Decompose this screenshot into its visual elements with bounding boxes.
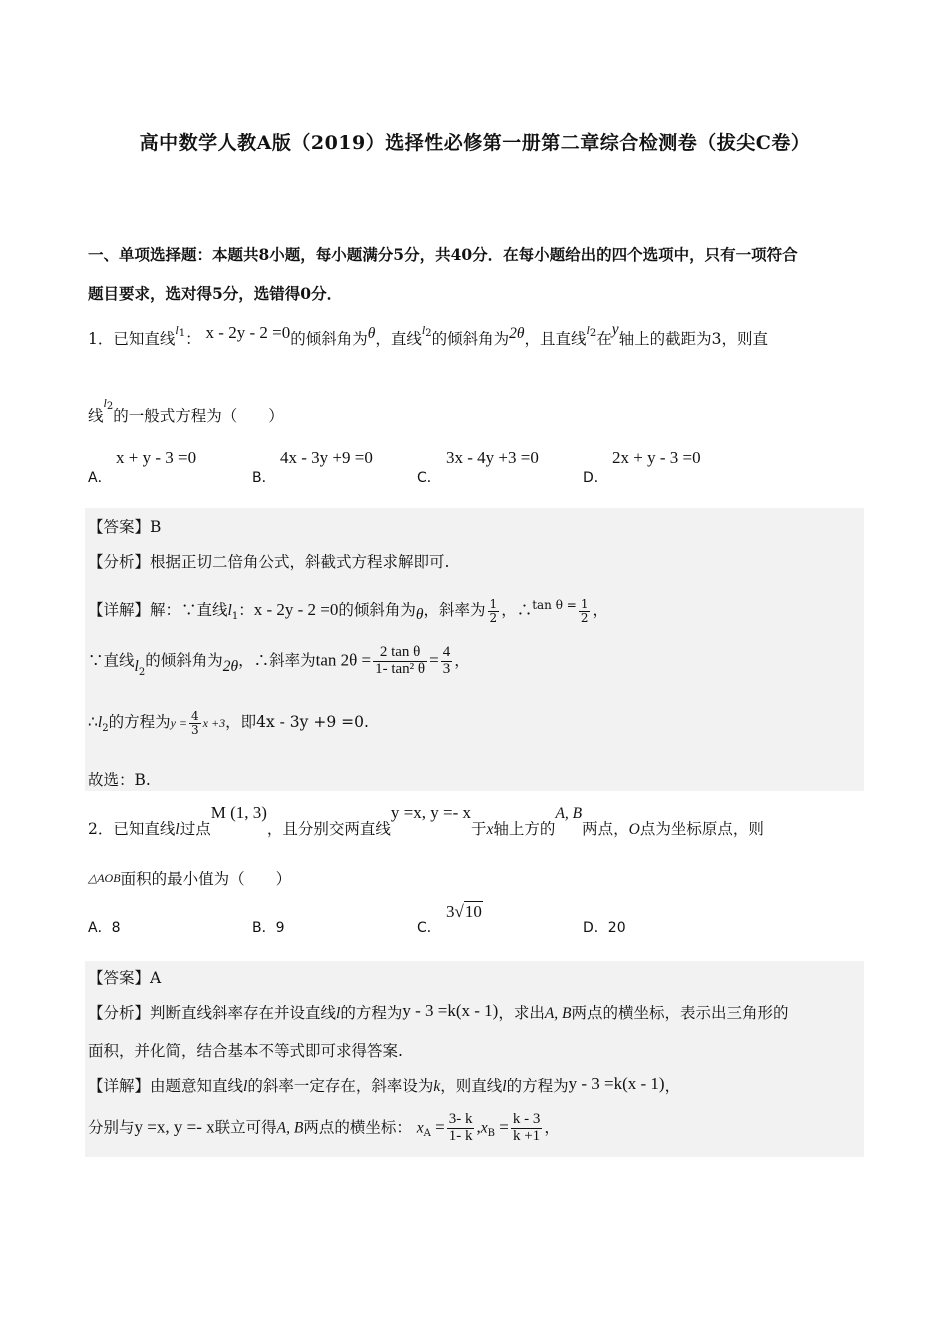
fraction-four-thirds: $\frac{4}{3}$ bbox=[442, 644, 451, 677]
q1-option-b: B． bbox=[252, 470, 276, 486]
q2-detail-line1: 【详解】由题意知直线l的斜率一定存在，斜率设为k，则直线l的方程为y - 3 =k(x - 1)， bbox=[88, 1074, 681, 1095]
q2-point: M (1, 3) bbox=[210, 803, 267, 822]
q2-option-d: D．20 bbox=[583, 920, 626, 936]
q2-option-c-value: 3√10 bbox=[446, 902, 482, 921]
q2-option-a: A．8 bbox=[88, 920, 121, 936]
fraction-tan-double: $\frac{\text{2 tan θ}}{\text{1- tan² θ}}$ bbox=[375, 644, 426, 677]
q2-option-c: C． bbox=[417, 920, 441, 936]
q1-stem-line2: 线$^{l2}$的一般式方程为（ ） bbox=[88, 396, 284, 425]
q2-stem-line2: △AOB面积的最小值为（ ） bbox=[88, 870, 292, 888]
q1-option-b-value: 4x - 3y +9 =0 bbox=[280, 448, 373, 467]
section-heading-line2: 题目要求，选对得5分，选错得0分． bbox=[88, 284, 343, 303]
q1-line-equation: x - 2y - 2 =0 bbox=[205, 323, 291, 342]
q1-stem-line1: 1．已知直线$^{l1}$： x - 2y - 2 =0的倾斜角为θ，直线$^{l2}$的倾斜角为2θ，且直线$^{l2}$在y轴上的截距为3，则直 bbox=[88, 321, 768, 348]
q2-analysis-line2: 面积，并化简，结合基本不等式即可求得答案. bbox=[88, 1042, 403, 1060]
q1-detail-line1: 【详解】解：∵直线$l_1$：x - 2y - 2 =0的倾斜角为θ，斜率为 $\frac{1}{2}$ ，∴$^{tan \theta =}$ $\frac{1}{2}$ ， bbox=[88, 597, 608, 625]
q2-option-b: B．9 bbox=[252, 920, 285, 936]
q1-option-a: A． bbox=[88, 470, 112, 486]
fraction-one-half: $\frac{1}{2}$ bbox=[489, 597, 498, 625]
q1-option-a-value: x + y - 3 =0 bbox=[116, 448, 197, 467]
fraction-xb: $\frac{k - 3}{k +1}$ bbox=[512, 1111, 541, 1144]
q2-analysis-line1: 【分析】判断直线斜率存在并设直线l的方程为y - 3 =k(x - 1)，求出A, B两点的横坐标，表示出三角形的 bbox=[88, 1001, 789, 1022]
q1-detail-line3: $\therefore l_2$的方程为y = $\frac{4}{3}$ x +3，即4x - 3y +9 =0. bbox=[88, 709, 369, 737]
q2-answer: 【答案】A bbox=[88, 969, 162, 987]
q1-analysis: 【分析】根据正切二倍角公式，斜截式方程求解即可. bbox=[88, 553, 450, 571]
section-heading-line1: 一、单项选择题：本题共8小题，每小题满分5分，共40分．在每小题给出的四个选项中，只有一项符合 bbox=[88, 245, 798, 264]
fraction-xa: $\frac{3- k}{1- k}$ bbox=[448, 1111, 473, 1144]
q1-option-d: D． bbox=[583, 470, 608, 486]
q1-answer: 【答案】B bbox=[88, 518, 162, 536]
q1-conclusion: 故选：B. bbox=[88, 771, 151, 789]
q1-option-c: C． bbox=[417, 470, 441, 486]
q1-option-d-value: 2x + y - 3 =0 bbox=[612, 448, 701, 467]
q2-two-lines: y =x, y =- x bbox=[390, 803, 472, 822]
q1-option-c-value: 3x - 4y +3 =0 bbox=[446, 448, 539, 467]
q2-detail-line2: 分别与y =x, y =- x联立可得A, B两点的横坐标： $x_A$ = $\frac{3- k}{1- k}$ $,x_B$ = $\frac{k - 3}{k +1}$ ， bbox=[88, 1111, 560, 1144]
q2-stem-line1: 2．已知直线l过点M (1, 3)，且分别交两直线y =x, y =- x于x轴上方的A, B两点，O点为坐标原点，则 bbox=[88, 803, 764, 838]
page-title: 高中数学人教A版（2019）选择性必修第一册第二章综合检测卷（拔尖C卷） bbox=[139, 132, 811, 154]
q1-detail-line2: ∵直线$l_2$的倾斜角为2θ，∴斜率为tan 2θ = $\frac{\text{2 tan θ}}{\text{1- tan² θ}}$ = $\frac{4}{3}$ ， bbox=[88, 644, 470, 679]
